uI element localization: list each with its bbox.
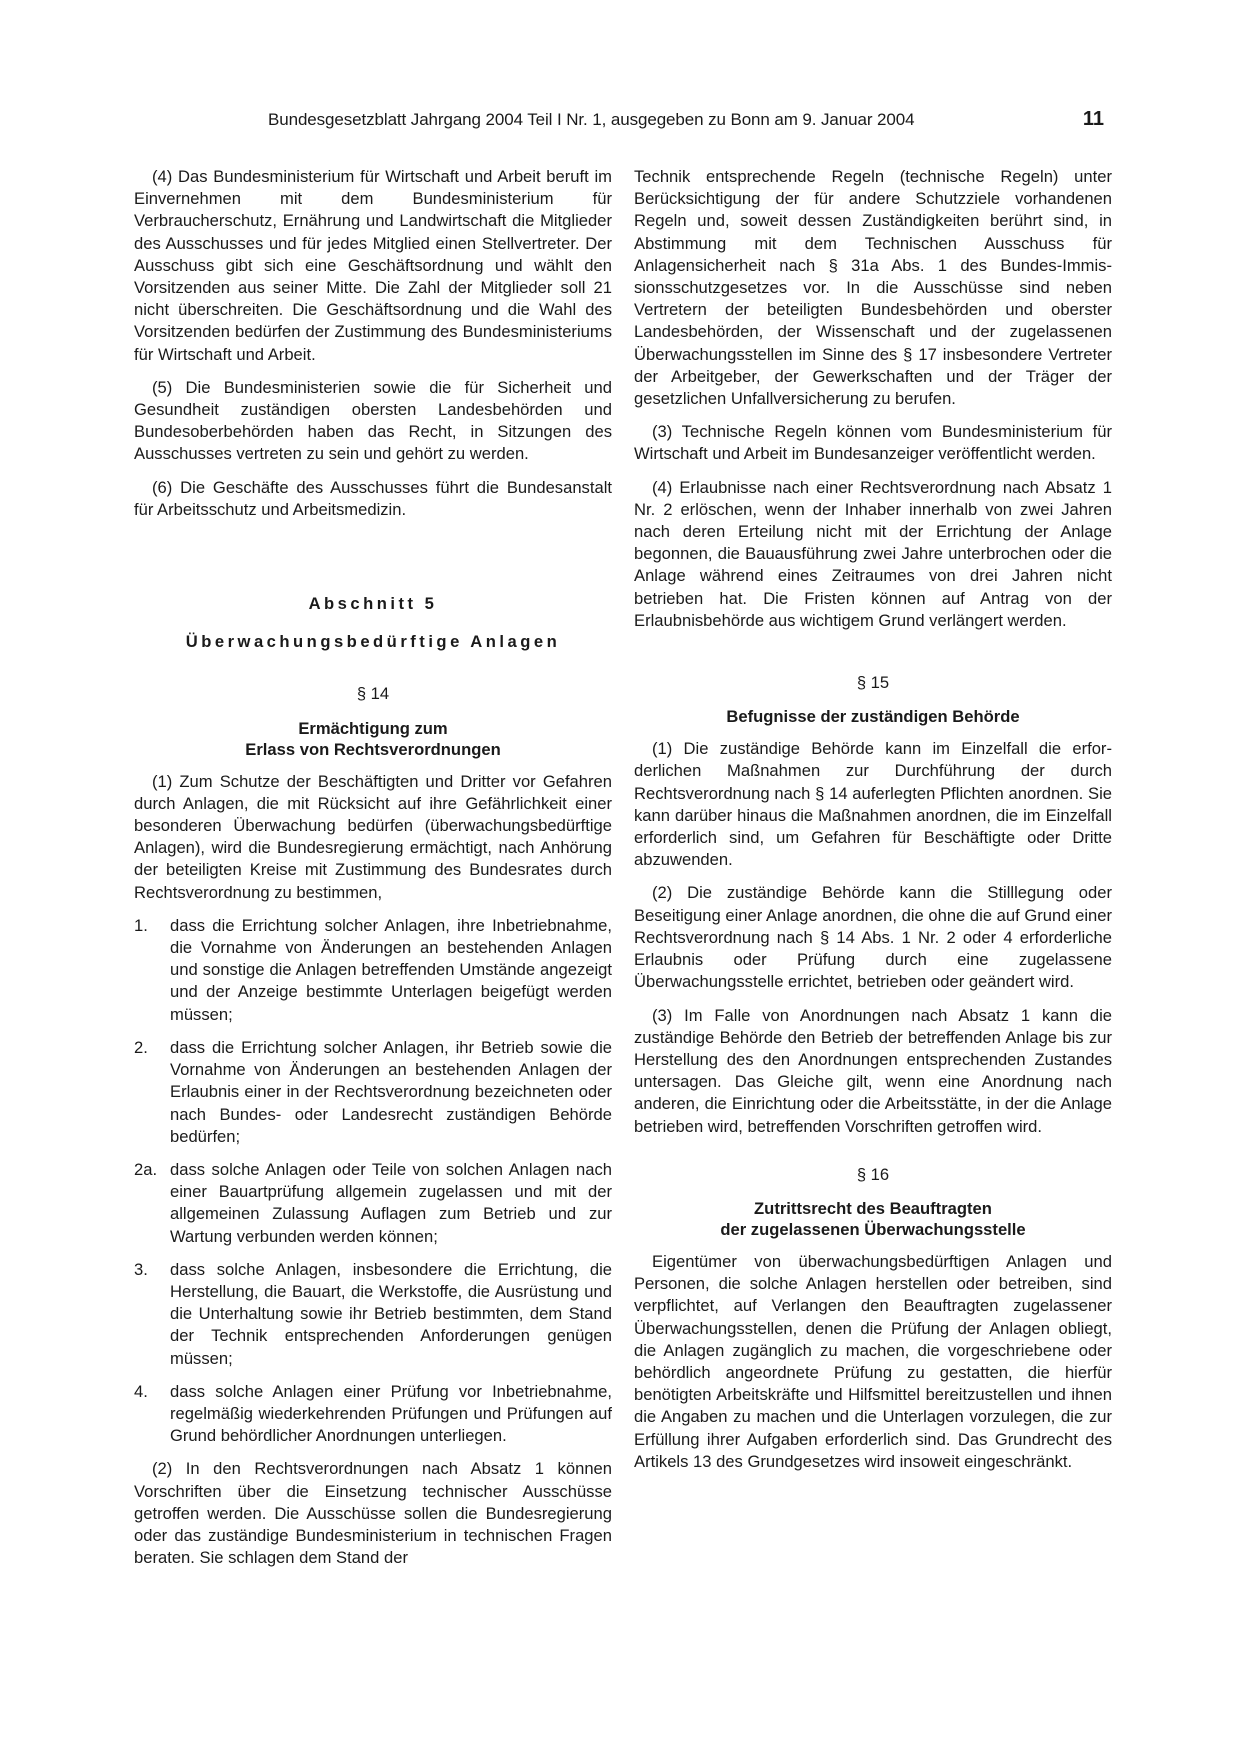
list-item-number: 3. bbox=[134, 1259, 148, 1279]
header-title: Bundesgesetzblatt Jahrgang 2004 Teil I Nr. 1, ausgegeben zu Bonn am 9. Januar 2004 bbox=[268, 110, 915, 129]
list-item-number: 4. bbox=[134, 1381, 148, 1401]
heading-line: Ermächtigung zum bbox=[298, 718, 448, 738]
list-item bbox=[134, 1159, 612, 1248]
paragraph: (4) Erlaubnisse nach einer Rechtsverordnung nach Absatz 1 Nr. 2 erlöschen, wenn der Inhaber innerhalb von zwei Jahren nach deren Erteilung nicht mit der Errichtung der Anlage begonnen, die Bauausführung zwei Jahre unterbrochen oder die Anlage während eines Zeitraumes von drei Jahren nicht betrieben hat. Die Fristen können auf Antrag von der Erlaubnisbehörde aus wichtigem Grund verlängert werden. bbox=[634, 477, 1112, 630]
paragraph: Eigentümer von überwachungsbedürftigen Anlagen und Personen, die solche Anlagen herstellen oder betreiben, sind verpflichtet, auf Verlangen den Beauftragten zugelassener Überwachungsstellen, denen die Prüfung der Anlagen obliegt, die Anlagen zugänglich zu machen, die vorgeschriebene oder behördlich angeordnete Prüfung zu gestatten, die hierfür benötigten Arbeitskräfte und Hilfsmittel bereitzustellen und ihnen die Angaben zu machen und die Unterlagen vorzulegen, die zur Erfüllung ihrer Aufgaben erforderlich sind. Das Grundrecht des Artikels 13 des Grundgesetzes wird insoweit eingeschränkt. bbox=[634, 1251, 1112, 1471]
paragraph-continuation: Technik entsprechende Regeln (technische Regeln) unter Berücksichtigung der für andere Schutzziele vorhandenen Regeln und, soweit dessen Zuständigkeiten berührt sind, in Abstimmung mit dem Technischen Ausschuss für Anlagensicherheit nach § 31a Abs. 1 des Bundes-Immissionsschutzgesetzes vor. In die Ausschüsse sind neben Vertretern der beteiligten Bundesbehörden und oberster Landesbehörden, der Wissenschaft und der zugelassenen Überwachungsstellen im Sinne des § 17 insbesondere Vertreter der Arbeitgeber, der Gewerkschaften und der Träger der gesetzlichen Unfallversicherung zu berufen. bbox=[634, 167, 1112, 409]
paragraph-heading-15: Befugnisse der zuständigen Behörde bbox=[726, 707, 1020, 727]
left-column bbox=[134, 166, 612, 1580]
paragraph-heading-16 bbox=[634, 1198, 1112, 1240]
paragraph-number-15: § 15 bbox=[856, 673, 890, 693]
paragraph: (1) Zum Schutze der Beschäftigten und Dritter vor Gefahren durch Anlagen, die mit Rücksicht auf ihre Gefährlichkeit einer besonderen Überwachung bedürfen (überwachungsbedürftige Anlagen), wird die Bundesregierung ermächtigt, nach Anhörung der beteiligten Kreise mit Zustimmung des Bundesrates durch Rechtsverordnung zu bestimmen, bbox=[134, 771, 612, 902]
right-column bbox=[634, 166, 1112, 1484]
heading-line: der zugelassenen Überwachungsstelle bbox=[720, 1219, 1026, 1239]
paragraph: (3) Im Falle von Anordnungen nach Absatz 1 kann die zuständige Behörde den Betrieb der betreffenden Anlage bis zur Herstellung des den Anordnungen entsprechenden Zustandes untersagen. Das Gleiche gilt, wenn eine Anordnung nach anderen, die Einrichtung oder die Arbeitsstätte, in der die Anlage betrieben wird, betreffenden Vorschriften getroffen wird. bbox=[634, 1005, 1112, 1136]
paragraph: (1) Die zuständige Behörde kann im Einzelfall die erforderlichen Maßnahmen zur Durchführung der durch Rechtsverordnung nach § 14 auferlegten Pflichten anordnen. Sie kann darüber hinaus die Maßnahmen anordnen, die im Einzelfall erforderlich sind, um Gefahren für Beschäftigte oder Dritte abzuwenden. bbox=[634, 739, 1112, 870]
section-title: Überwachungsbedürftige Anlagen bbox=[185, 632, 561, 652]
page-number: 11 bbox=[1082, 108, 1104, 130]
list-item-text: dass solche Anlagen oder Teile von solchen Anlagen nach einer Bauartprüfung allgemein zugelassen und mit der allgemeinen Zulassung Auflagen zum Betrieb und zur Wartung verbunden werden können; bbox=[170, 1159, 612, 1246]
list-item-number: 2a. bbox=[134, 1159, 158, 1179]
list-item bbox=[134, 1259, 612, 1370]
heading-line: Zutrittsrecht des Beauftragten bbox=[754, 1198, 992, 1218]
list-item-number: 2. bbox=[134, 1037, 148, 1057]
paragraph: (4) Das Bundesministerium für Wirtschaft und Arbeit beruft im Einvernehmen mit dem Bundesministerium für Verbraucherschutz, Ernährung und Landwirtschaft die Mitglieder des Ausschusses und für jedes Mitglied einen Stellvertreter. Der Ausschuss gibt sich eine Geschäftsordnung und wählt den Vorsitzenden aus seiner Mitte. Die Zahl der Mitglieder soll 21 nicht überschreiten. Die Geschäftsordnung und die Wahl des Vorsitzenden bedürfen der Zustimmung des Bundesministeriums für Wirtschaft und Arbeit. bbox=[134, 167, 612, 364]
paragraph-number-16: § 16 bbox=[856, 1164, 890, 1184]
paragraph-number-14: § 14 bbox=[356, 684, 390, 704]
paragraph: (3) Technische Regeln können vom Bundesministerium für Wirtschaft und Arbeit im Bundesanzeiger veröffentlicht werden. bbox=[634, 422, 1112, 464]
list-item bbox=[134, 915, 612, 1026]
list-item-text: dass solche Anlagen einer Prüfung vor Inbetriebnahme, regelmäßig wiederkehrenden Prüfungen und Prüfungen auf Grund behördlicher Anordnungen unterliegen. bbox=[170, 1381, 612, 1446]
heading-line: Erlass von Rechtsverordnungen bbox=[245, 739, 501, 759]
section-label: Abschnitt 5 bbox=[308, 594, 438, 614]
paragraph: (5) Die Bundesministerien sowie die für Sicherheit und Gesundheit zuständigen obersten Landesbehörden und Bundesoberbehörden haben das Recht, in Sitzungen des Ausschusses vertreten zu sein und gehört zu werden. bbox=[134, 377, 612, 464]
paragraph: (2) In den Rechtsverordnungen nach Absatz 1 können Vorschriften über die Einsetzung technischer Ausschüsse getroffen werden. Die Ausschüsse sollen die Bundesregierung oder das zuständige Bundesministerium in technischen Fragen beraten. Sie schlagen dem Stand der bbox=[134, 1459, 612, 1568]
page-header bbox=[134, 110, 1104, 136]
enumerated-list bbox=[134, 915, 612, 1447]
list-item-text: dass die Errichtung solcher Anlagen, ihr Betrieb sowie die Vornahme von Änderungen an bestehenden Anlagen der Erlaubnis einer in der Rechtsverordnung bezeichneten oder nach Bundes- oder Landesrecht zuständigen Behörde bedürfen; bbox=[170, 1037, 612, 1146]
list-item-text: dass die Errichtung solcher Anlagen, ihre Inbetriebnahme, die Vornahme von Änderungen an bestehenden Anlagen und sonstige die Anlagen betreffenden Umstände angezeigt und der Anzeige bestimmte Unterlagen beigefügt werden müssen; bbox=[170, 915, 612, 1024]
list-item bbox=[134, 1381, 612, 1448]
paragraph: (6) Die Geschäfte des Ausschusses führt die Bundesanstalt für Arbeitsschutz und Arbeitsmedizin. bbox=[134, 477, 612, 519]
paragraph-heading-14 bbox=[134, 718, 612, 760]
list-item bbox=[134, 1037, 612, 1148]
paragraph: (2) Die zuständige Behörde kann die Stilllegung oder Beseitigung einer Anlage anordnen, die ohne die auf Grund einer Rechtsverordnung nach § 14 Abs. 1 Nr. 2 oder 4 erforderliche Erlaubnis oder Prüfung durch eine zugelassene Überwachungsstelle errichtet, betrieben oder geändert wird. bbox=[634, 883, 1112, 992]
list-item-number: 1. bbox=[134, 915, 148, 935]
list-item-text: dass solche Anlagen, insbesondere die Errichtung, die Herstellung, die Bauart, die Werkstoffe, die Ausrüstung und die Unterhaltung sowie ihr Betrieb bestimmten, dem Stand der Technik entsprechenden Anforderungen genügen müssen; bbox=[170, 1259, 612, 1368]
